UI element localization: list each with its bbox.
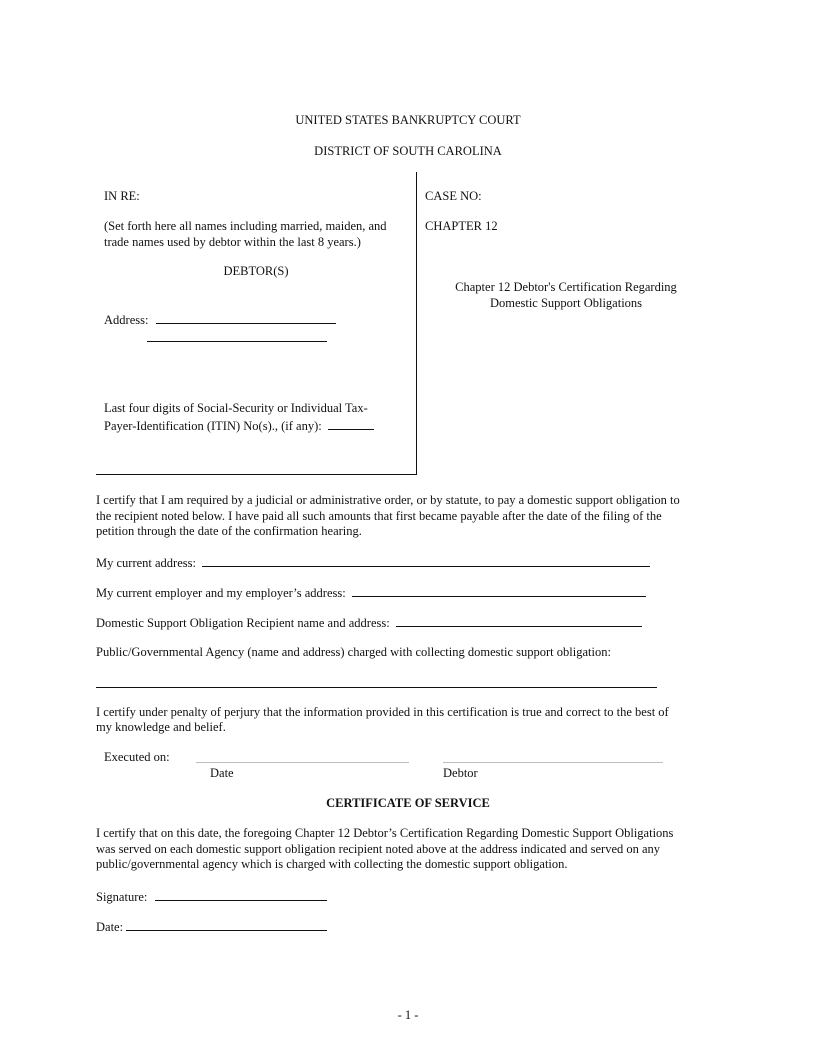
recipient-label: Domestic Support Obligation Recipient name and address: <box>96 616 390 630</box>
agency-line[interactable] <box>96 687 657 688</box>
recipient-row <box>96 613 642 631</box>
date-caption: Date <box>210 766 234 780</box>
chapter-label: CHAPTER 12 <box>425 219 498 233</box>
perjury-line2: my knowledge and belief. <box>96 720 226 734</box>
address-line-1[interactable] <box>156 310 336 324</box>
debtors-label: DEBTOR(S) <box>223 264 289 278</box>
document-title-line2: Domestic Support Obligations <box>489 296 643 310</box>
ssn-row <box>104 416 374 434</box>
current-address-line[interactable] <box>202 553 650 567</box>
address-row <box>104 310 336 328</box>
signature-line[interactable] <box>155 887 327 901</box>
service-date-line[interactable] <box>126 917 327 931</box>
case-no-label: CASE NO: <box>425 189 482 203</box>
certification-line1: I certify that I am required by a judicial or administrative order, or by statute, to pay a domestic support obligation to <box>96 493 680 507</box>
district-name: DISTRICT OF SOUTH CAROLINA <box>314 144 502 158</box>
ssn-line1: Last four digits of Social-Security or Individual Tax- <box>104 401 368 415</box>
debtor-caption: Debtor <box>443 766 478 780</box>
perjury-line1: I certify under penalty of perjury that the information provided in this certification is true and correct to the best of <box>96 705 669 719</box>
signature-label: Signature: <box>96 890 148 904</box>
recipient-line[interactable] <box>396 613 642 627</box>
names-instruction-line1: (Set forth here all names including married, maiden, and <box>104 219 387 233</box>
employer-line[interactable] <box>352 583 646 597</box>
ssn-blank[interactable] <box>328 416 374 430</box>
employer-row <box>96 583 646 601</box>
date-signature-line[interactable] <box>196 762 409 763</box>
current-address-label: My current address: <box>96 556 196 570</box>
employer-label: My current employer and my employer’s address: <box>96 586 346 600</box>
service-line2: was served on each domestic support obligation recipient noted above at the address indicated and served on any <box>96 842 661 856</box>
in-re-label: IN RE: <box>104 189 140 203</box>
document-title-line1: Chapter 12 Debtor's Certification Regarding <box>455 280 677 294</box>
debtor-signature-line[interactable] <box>443 762 663 763</box>
ssn-line2: Payer-Identification (ITIN) No(s)., (if any): <box>104 419 322 433</box>
court-name: UNITED STATES BANKRUPTCY COURT <box>295 113 521 127</box>
current-address-row <box>96 553 650 571</box>
executed-on-label: Executed on: <box>104 750 170 764</box>
service-line3: public/governmental agency which is charged with collecting the domestic support obligation. <box>96 857 568 871</box>
service-date-row <box>96 917 327 935</box>
names-instruction-line2: trade names used by debtor within the last 8 years.) <box>104 235 361 249</box>
address-label: Address: <box>104 313 149 327</box>
caption-divider <box>416 172 417 475</box>
caption-bottom-rule <box>96 474 417 475</box>
address-line-2[interactable] <box>147 341 327 342</box>
signature-row <box>96 887 327 905</box>
certification-line3: petition through the date of the confirmation hearing. <box>96 524 362 538</box>
service-date-label: Date: <box>96 920 124 934</box>
agency-label: Public/Governmental Agency (name and address) charged with collecting domestic support obligation: <box>96 645 611 659</box>
certification-line2: the recipient noted below. I have paid all such amounts that first became payable after the date of the filing of the <box>96 509 662 523</box>
page-number: - 1 - <box>397 1008 419 1022</box>
service-line1: I certify that on this date, the foregoing Chapter 12 Debtor’s Certification Regarding Domestic Support Obligations <box>96 826 674 840</box>
certificate-of-service-title: CERTIFICATE OF SERVICE <box>326 796 490 810</box>
